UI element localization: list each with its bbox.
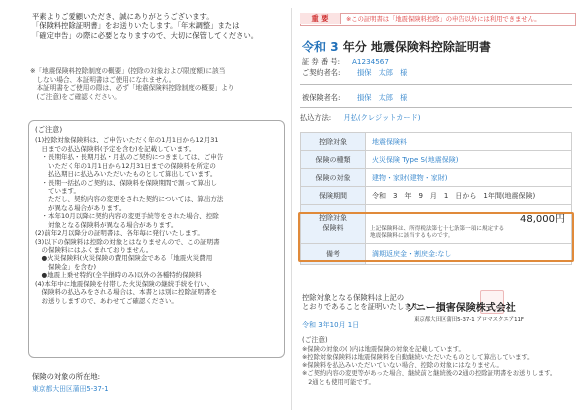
caution-line: ●地震上乗せ特約(全半損時のみ)以外の各種特約保険料 <box>35 271 202 280</box>
bottom-note-line: ※保険の対象の( )内は地震保険の対象を記載しています。 <box>302 345 465 353</box>
bottom-note-line: ※ご契約内容の変更等があった場合、継続前と継続後の2通の控除証明書をお送りします。 <box>302 370 557 378</box>
bottom-note-line: ※保険料を払込みいただいていない場合、控除の対象にはなりません。 <box>302 362 503 370</box>
address-label: 保険の対象の所在地: <box>32 372 101 381</box>
caution-line: ただし、契約内容の変更をされた契約については、算出方法 <box>35 195 224 204</box>
table-row-value: 建物・家財(建物・家財) <box>366 169 572 187</box>
caution-line: 保険料の払込みをされる場合は、本書とは別に控除証明書を <box>35 288 217 297</box>
greeting-line: 「保険料控除証明書」をお送りいたします。「年末調整」または <box>32 21 240 31</box>
amount-note-line: 上記保険料は、所得税法第七十七条第一項に規定する <box>370 226 505 232</box>
payment-value: 月払(クレジットカード) <box>343 113 421 122</box>
payment-label: 払込方法: <box>300 113 332 122</box>
table-row <box>301 151 572 169</box>
greeting-text <box>32 12 282 40</box>
company-name: ソニー損害保険株式会社 <box>406 303 516 314</box>
table-row-label: 保険の種類 <box>301 151 366 169</box>
amount-label-line: 控除対象 <box>319 214 347 223</box>
bottom-notes-heading: (ご注意) <box>302 336 328 344</box>
caution-box <box>28 120 285 358</box>
table-row <box>301 187 572 205</box>
table-row-label: 保険の対象 <box>301 169 366 187</box>
certification-line: 控除対象となる保険料は上記の <box>302 293 405 302</box>
bottom-note-line: ※控除対象保険料は地震保険料を自動継続いただいたものとして算出しています。 <box>302 354 534 361</box>
separator <box>300 84 572 85</box>
caution-heading: (ご注意) <box>35 125 63 134</box>
bottom-note-line: 2通とも使用可能です。 <box>302 378 375 386</box>
remarks-label: 備考 <box>301 244 366 265</box>
caution-line: いただく年の1月1日から12月31日までの保険料を所定の <box>35 161 216 170</box>
contractor-name: 損保 太郎 様 <box>357 68 408 77</box>
remarks-value: 満期返戻金・割戻金:なし <box>366 244 572 265</box>
contractor-label: ご契約者名: <box>302 68 341 77</box>
table-row-value: 火災保険 Type S(地震保険) <box>366 151 572 169</box>
caution-line: ています。 <box>35 186 80 195</box>
table-row-label: 控除対象 <box>301 133 366 151</box>
caution-line: (4)本年中に地震保険を付帯した火災保険の継続手続を行い、 <box>35 279 214 288</box>
amount-label-line: 保険料 <box>322 224 344 232</box>
company-address: 東京都大田区蒲田5-37-1 アロマスクエア11F <box>414 317 525 323</box>
bottom-notes <box>302 336 574 387</box>
greeting-line: 平素よりご愛顧いただき、誠にありがとうございます。 <box>32 12 214 21</box>
amount-highlight-frame <box>298 212 574 262</box>
policy-number-label: 証 券 番 号: <box>302 57 341 66</box>
payment-method <box>300 113 421 123</box>
caution-line: 対象となる保険料が異なる場合があります。 <box>35 220 178 229</box>
note-line: 本証明書をご使用の際は、必ず「地震保険料控除制度の概要」より <box>30 84 235 93</box>
caution-line: (3)以下の保険料は控除の対象とはなりませんので、この証明書 <box>35 237 220 246</box>
table-row-label: 保険期間 <box>301 187 366 205</box>
caution-line: ●火災保険料(火災保険の費用保険金である「地震火災費用 <box>35 254 213 263</box>
caution-line: が異なる場合があります。 <box>35 203 126 212</box>
important-text: ※この証明書は「地震保険料控除」の申告以外には利用できません。 <box>346 16 541 23</box>
caution-line: ・長期年払・長期月払・月払のご契約につきましては、ご申告 <box>35 153 224 162</box>
caution-line: (2)前年2月以降分の証明書は、各年毎に発行いたします。 <box>35 229 204 238</box>
table-row <box>301 169 572 187</box>
caution-line: 日までの払込保険料(予定を含む)を記載しています。 <box>35 144 196 153</box>
title-text: 年分 地震保険料控除証明書 <box>342 40 491 54</box>
note-line: ※「地震保険料控除制度の概要」(控除の対象および限度額)に該当 <box>30 67 226 75</box>
separator <box>300 107 572 108</box>
insured-label: 被保険者名: <box>302 93 341 102</box>
greeting-line: 「確定申告」の際に必要となりますので、大切に保管してください。 <box>32 30 259 40</box>
caution-line: 保険金」を含む) <box>35 262 97 271</box>
important-tag: 重 要 <box>300 13 341 24</box>
amount-note-line: 地震保険料に該当するものです。 <box>370 233 454 240</box>
insured-name: 損保 太郎 様 <box>357 93 408 102</box>
table-row-value: 令和 3 年 9 月 1 日から 1年間(地震保険) <box>366 187 572 205</box>
title-year: 3 <box>330 40 339 54</box>
caution-line: お送りしますので、あわせてご確認ください。 <box>35 296 178 305</box>
table-row-value: 地震保険料 <box>366 133 572 151</box>
note-line: しない場合、本証明書はご使用になれません。 <box>30 75 176 84</box>
certification-date: 令和 3年10月 1日 <box>302 321 360 329</box>
certification-line: とおりであることを証明いたします。 <box>302 302 426 312</box>
table-row <box>301 133 572 151</box>
caution-line: 払込期日に払込みいただいたものとして算出しています。 <box>35 170 217 179</box>
document-title <box>302 38 491 55</box>
caution-line: ・本年10月以降に契約内容の変更手続等をされた場合、控除 <box>35 212 219 221</box>
caution-line: ・長期一括払のご契約は、保険料を保険期間で割って算出し <box>35 178 217 187</box>
title-era: 令和 <box>302 40 327 54</box>
caution-line: の保険料にはふくまれておりません。 <box>35 246 153 255</box>
notes-text <box>30 67 280 101</box>
caution-line: (1)控除対象保険料は、ご申告いただく年の1月1日から12月31 <box>35 136 219 145</box>
address-value: 東京都大田区蒲田5-37-1 <box>32 385 109 393</box>
column-divider <box>291 8 292 410</box>
deduction-amount: 48,000円 <box>520 214 565 225</box>
note-line: (ご注意)をご確認ください。 <box>30 92 121 101</box>
policy-number: A1234567 <box>352 57 389 66</box>
